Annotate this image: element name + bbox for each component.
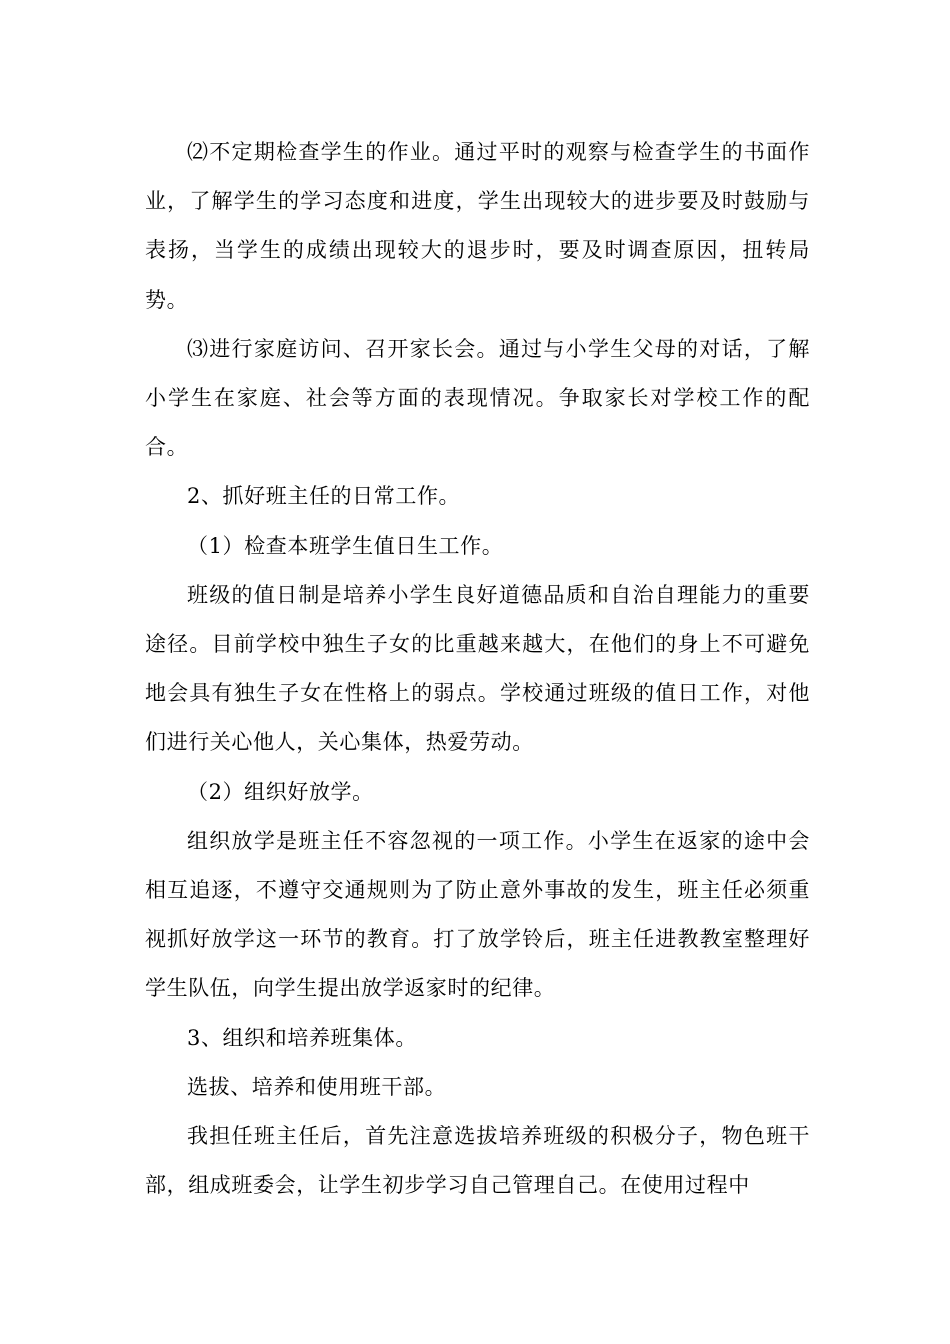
paragraph-dismissal: 组织放学是班主任不容忽视的一项工作。小学生在返家的途中会相互追逐，不遵守交通规则为了防止意外事故的发生，班主任必须重视抓好放学这一环节的教育。打了放学铃后，班主任进教教室整理好学生队伍，向学生提出放学返家时的纪律。: [145, 828, 810, 1001]
paragraph-class-cadres: 我担任班主任后，首先注意选拔培养班级的积极分子，物色班干部，组成班委会，让学生初步学习自己管理自己。在使用过程中: [145, 1124, 810, 1198]
heading-class-collective: 3、组织和培养班集体。: [187, 1025, 417, 1050]
paragraph-home-visits: ⑶进行家庭访问、召开家长会。通过与小学生父母的对话，了解小学生在家庭、社会等方面的表现情况。争取家长对学校工作的配合。: [145, 336, 810, 460]
heading-daily-work: 2、抓好班主任的日常工作。: [187, 484, 461, 509]
paragraph-duty-system: 班级的值日制是培养小学生良好道德品质和自治自理能力的重要途径。目前学校中独生子女的比重越来越大，在他们的身上不可避免地会具有独生子女在性格上的弱点。学校通过班级的值日工作，对他们进行关心他人，关心集体，热爱劳动。: [145, 582, 810, 755]
subheading-dismissal: （2）组织好放学。: [187, 779, 374, 804]
subheading-class-cadres: 选拔、培养和使用班干部。: [187, 1074, 447, 1099]
subheading-duty-check: （1）检查本班学生值日生工作。: [187, 533, 504, 558]
paragraph-homework-check: ⑵不定期检查学生的作业。通过平时的观察与检查学生的书面作业，了解学生的学习态度和进度，学生出现较大的进步要及时鼓励与表扬，当学生的成绩出现较大的退步时，要及时调查原因，扭转局势。: [145, 140, 810, 312]
document-body: [145, 128, 810, 1210]
